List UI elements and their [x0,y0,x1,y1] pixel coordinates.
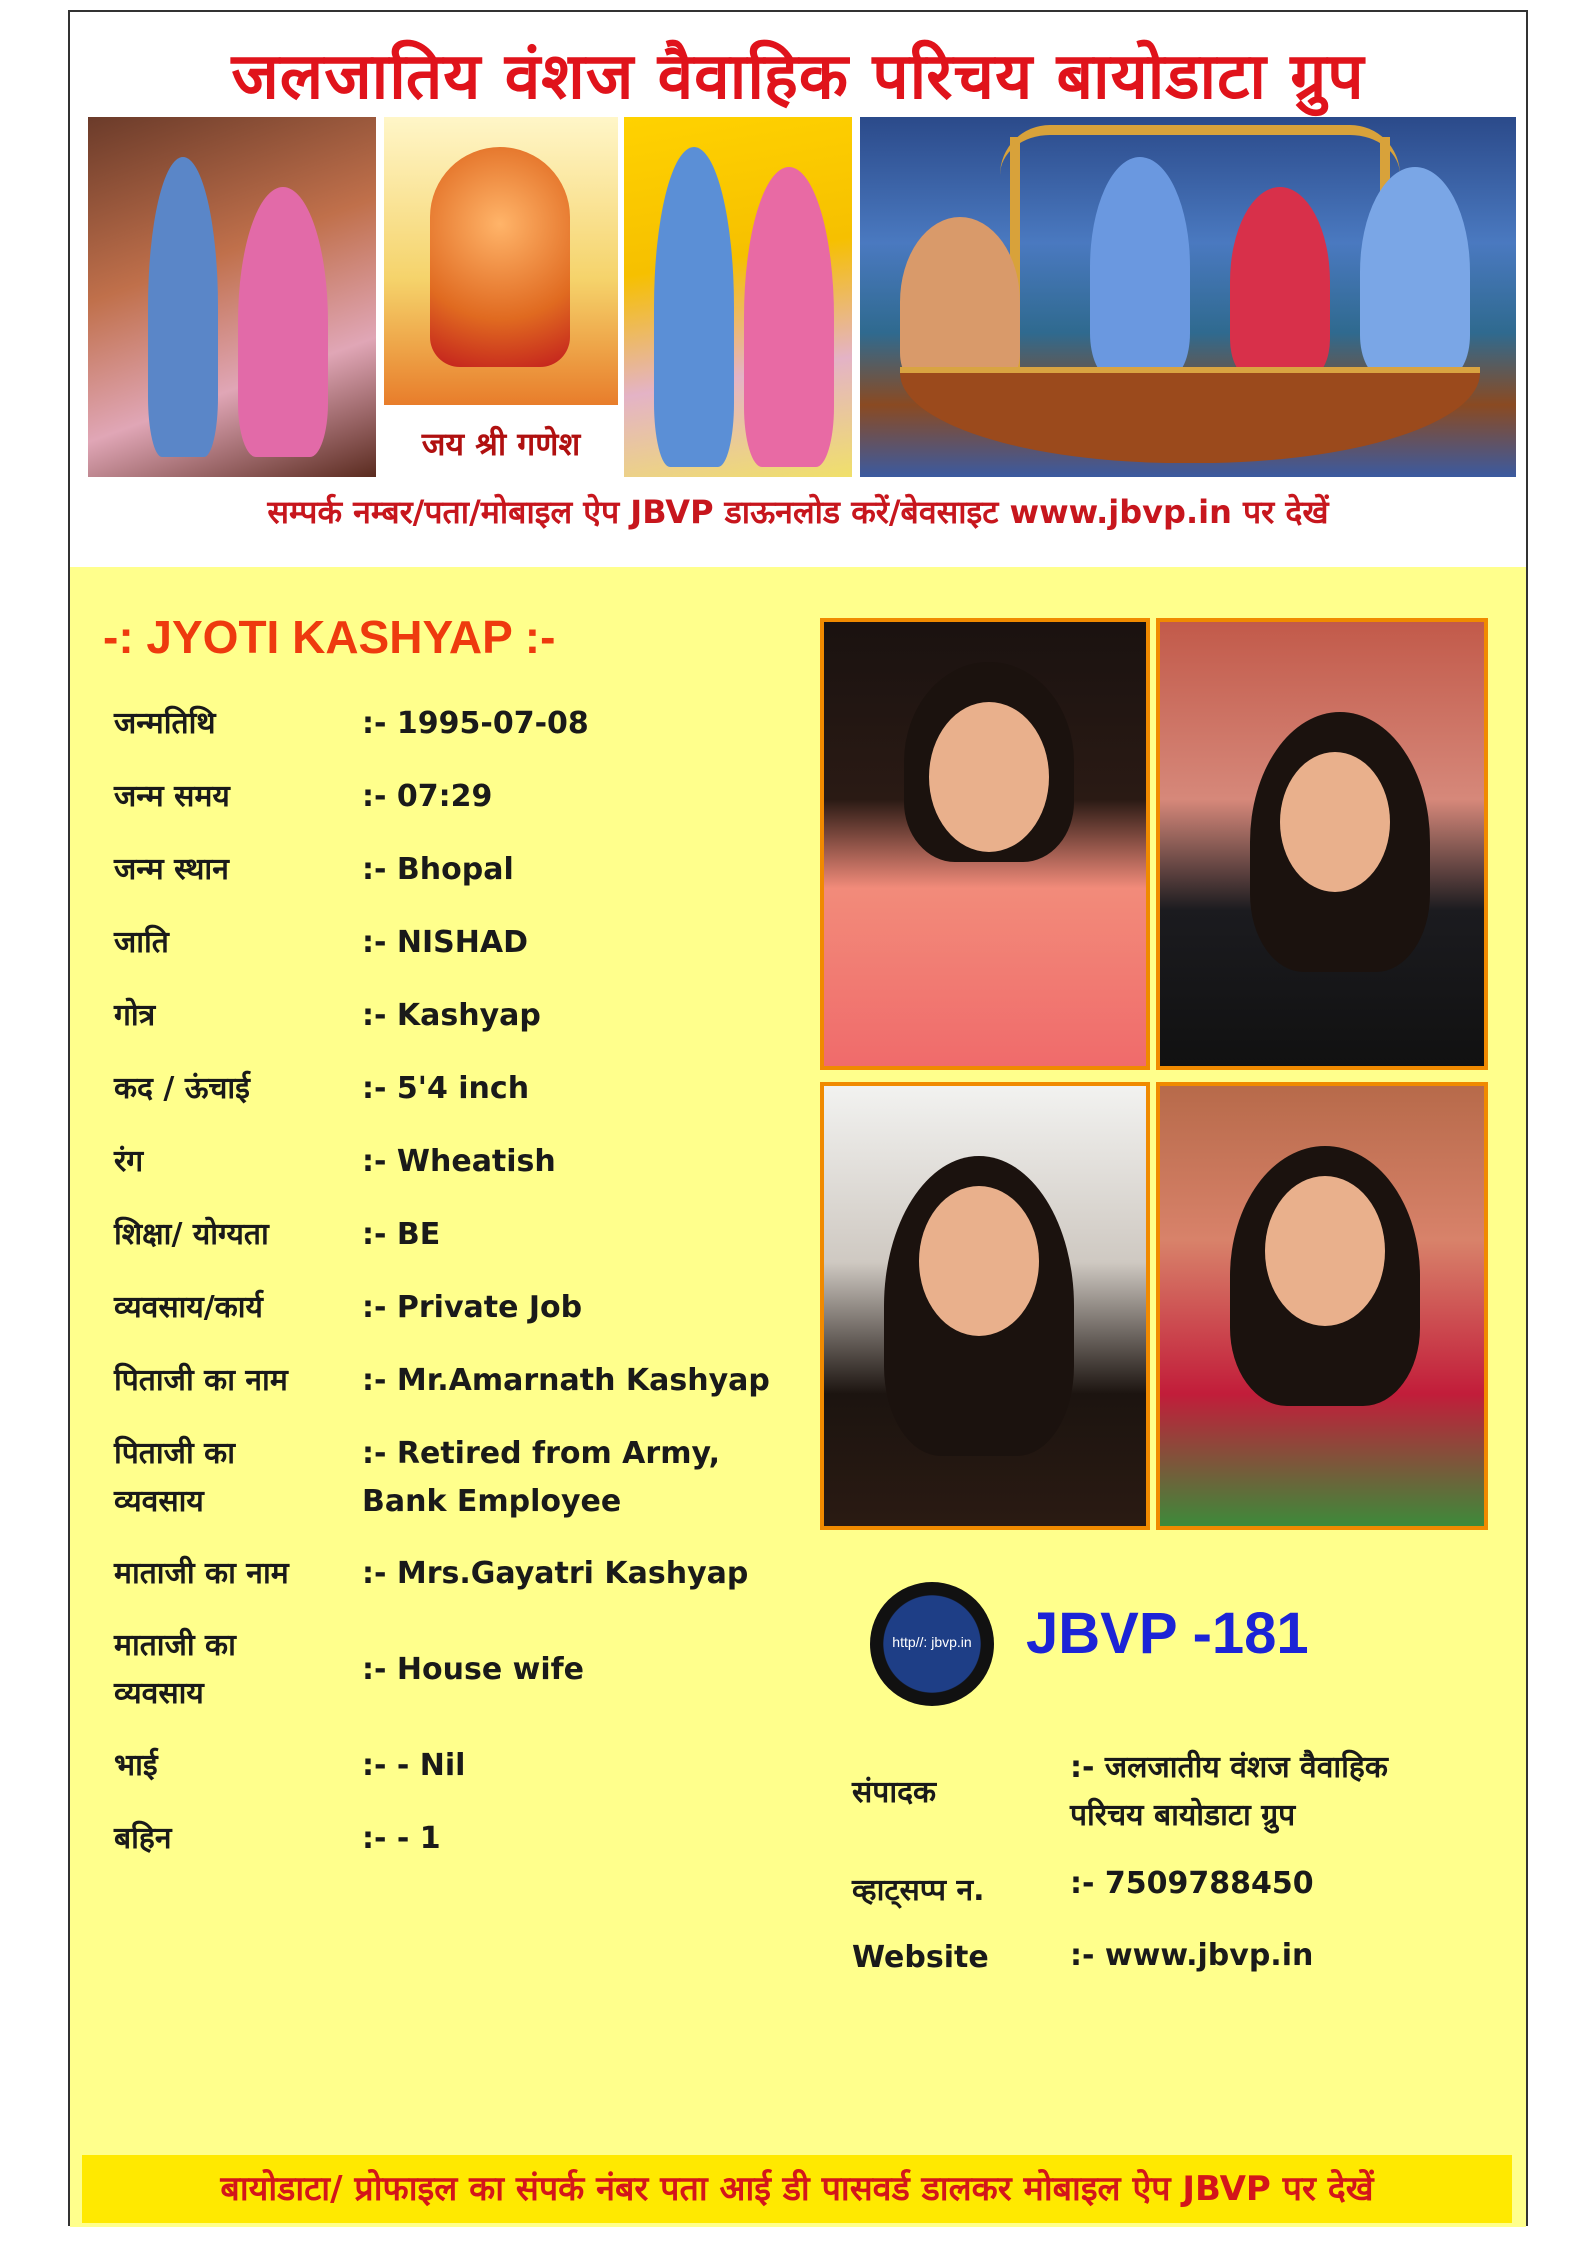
field-label: पिताजी का व्यवसाय [114,1436,235,1519]
field-label: जाति [114,925,169,960]
field-value: :- - 1 [362,1821,441,1856]
profile-photo-4 [1156,1082,1488,1530]
field-label: माताजी का नाम [114,1556,289,1591]
field-label: गोत्र [114,998,156,1033]
header-title: जलजातिय वंशज वैवाहिक परिचय बायोडाटा ग्रुप [231,40,1365,114]
field-value: :- 07:29 [362,779,493,814]
profile-photo-2 [1156,618,1488,1070]
profile-name: -: JYOTI KASHYAP :- [103,611,556,663]
field-value: :- Mrs.Gayatri Kashyap [362,1556,749,1591]
field-value: :- BE [362,1217,441,1252]
website-label: Website [852,1940,989,1975]
editor-value: :- जलजातीय वंशज वैवाहिक परिचय बायोडाटा ग्रुप [1070,1750,1388,1833]
contact-line: सम्पर्क नम्बर/पता/मोबाइल ऐप JBVP डाऊनलोड करें/बेवसाइट www.jbvp.in पर देखें [267,493,1329,531]
whatsapp-label: व्हाट्सप्प न. [852,1873,985,1908]
logo-text: http//: jbvp.in [892,1634,972,1650]
header-banner [70,12,1526,567]
website-value: :- www.jbvp.in [1070,1938,1314,1973]
field-label: जन्मतिथि [114,706,216,741]
field-value: :- Private Job [362,1290,583,1325]
profile-photo-3 [820,1082,1150,1530]
profile-code: JBVP -181 [1026,1601,1309,1666]
jbvp-logo [870,1582,994,1706]
editor-label: संपादक [852,1775,937,1810]
field-label: पिताजी का नाम [114,1363,288,1398]
field-label: जन्म समय [114,779,230,814]
field-label: भाई [114,1748,158,1783]
field-value: :- Mr.Amarnath Kashyap [362,1363,770,1398]
field-value: :- 1995-07-08 [362,706,589,741]
field-value: :- NISHAD [362,925,528,960]
field-label: शिक्षा/ योग्यता [114,1217,269,1252]
whatsapp-value: :- 7509788450 [1070,1866,1314,1901]
field-label: बहिन [114,1821,172,1856]
field-label: रंग [114,1144,144,1179]
blessing-text: जय श्री गणेश [384,422,618,465]
field-label: व्यवसाय/कार्य [114,1290,263,1325]
field-value: :- Wheatish [362,1144,556,1179]
boat-scene-image [860,117,1516,477]
field-value: :- House wife [362,1652,585,1687]
profile-photo-1 [820,618,1150,1070]
field-value: :- - Nil [362,1748,466,1783]
ram-sita-image [88,117,376,477]
field-label: जन्म स्थान [114,852,229,887]
field-value: :- Retired from Army, Bank Employee [362,1436,721,1519]
field-value: :- 5'4 inch [362,1071,530,1106]
field-label: माताजी का व्यवसाय [114,1628,236,1711]
field-value: :- Bhopal [362,852,514,887]
ram-sita-standing-image [624,117,852,477]
field-label: कद / ऊंचाई [114,1071,250,1106]
field-value: :- Kashyap [362,998,541,1033]
footer-banner: बायोडाटा/ प्रोफाइल का संपर्क नंबर पता आई डी पासवर्ड डालकर मोबाइल ऐप JBVP पर देखें [82,2155,1512,2223]
